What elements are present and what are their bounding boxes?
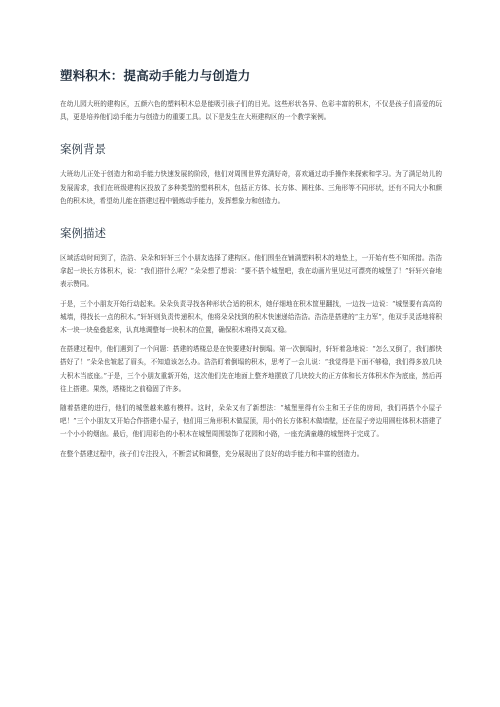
description-paragraph: 随着搭建的进行，他们的城堡越来越有模样。这时，朵朵又有了新想法：“城堡里得有公主和王子住的房间，我们再搭个小屋子吧！”三个小朋友又开始合作搭建小屋子，他们用三角形积木做屋顶，用小的长方体积木做墙壁，还在屋子旁边用圆柱体积木搭建了一个小小的烟囱。最后，他们用彩色的小积木在城堡周围装饰了花园和小路，一座充满童趣的城堡终于完成了。 — [60, 404, 442, 439]
section-heading-background: 案例背景 — [60, 142, 106, 157]
section-background — [60, 142, 442, 208]
description-paragraph: 在搭建过程中，他们遇到了一个问题：搭建的塔楼总是在快要建好时倒塌。第一次倒塌时，轩轩着急地说：“怎么又倒了，我们都快搭好了！”朵朵也皱起了眉头，不知道该怎么办。浩浩盯着倒塌的积木，思考了一会儿说：“我觉得是下面不够稳，我们得多放几块大积木当底座。”于是，三个小朋友重新开始，这次他们先在地面上整齐地摆放了几块较大的正方体和长方体积木作为底座，然后再往上搭建。果然，塔楼比之前稳固了许多。 — [60, 345, 442, 393]
background-paragraph: 大班幼儿正处于创造力和动手能力快速发展的阶段，他们对周围世界充满好奇，喜欢通过动手操作来探索和学习。为了满足幼儿的发展需求，我们在班级建构区投放了多种类型的塑料积木，包括正方体、长方体、圆柱体、三角形等不同形状，还有不同大小和颜色的积木块，希望幼儿能在搭建过程中锻炼动手能力，发挥想象力和创造力。 — [60, 170, 442, 205]
description-paragraph: 在整个搭建过程中，孩子们专注投入，不断尝试和调整，充分展现出了良好的动手能力和丰富的创造力。 — [60, 449, 364, 458]
intro-paragraph: 在幼儿园大班的建构区，五颜六色的塑料积木总是能吸引孩子们的目光。这些形状各异、色彩丰富的积木，不仅是孩子们喜爱的玩具，更是培养他们动手能力与创造力的重要工具。以下是发生在大班建构区的一个教学案例。 — [60, 100, 442, 122]
section-heading-description: 案例描述 — [60, 226, 106, 241]
description-paragraph: 区域活动时间到了，浩浩、朵朵和轩轩三个小朋友选择了建构区。他们围坐在铺满塑料积木的地垫上，一开始有些不知所措。浩浩拿起一块长方体积木，说：“我们搭什么呢？”朵朵想了想说：“要不搭个城堡吧，我在动画片里见过可漂亮的城堡了！”轩轩兴奋地表示赞同。 — [60, 254, 442, 289]
document-title: 塑料积木：提高动手能力与创造力 — [60, 68, 251, 83]
section-description — [60, 226, 442, 461]
description-paragraph: 于是，三个小朋友开始行动起来。朵朵负责寻找各种形状合适的积木，她仔细地在积木筐里翻找，一边找一边说：“城堡要有高高的城墙，得找长一点的积木。”轩轩则负责传递积木，他将朵朵找到的积木快速递给浩浩。浩浩是搭建的“主力军”，他双手灵活地将积木一块一块垒叠起来，认真地调整每一块积木的位置，确保积木堆得又高又稳。 — [60, 299, 442, 335]
